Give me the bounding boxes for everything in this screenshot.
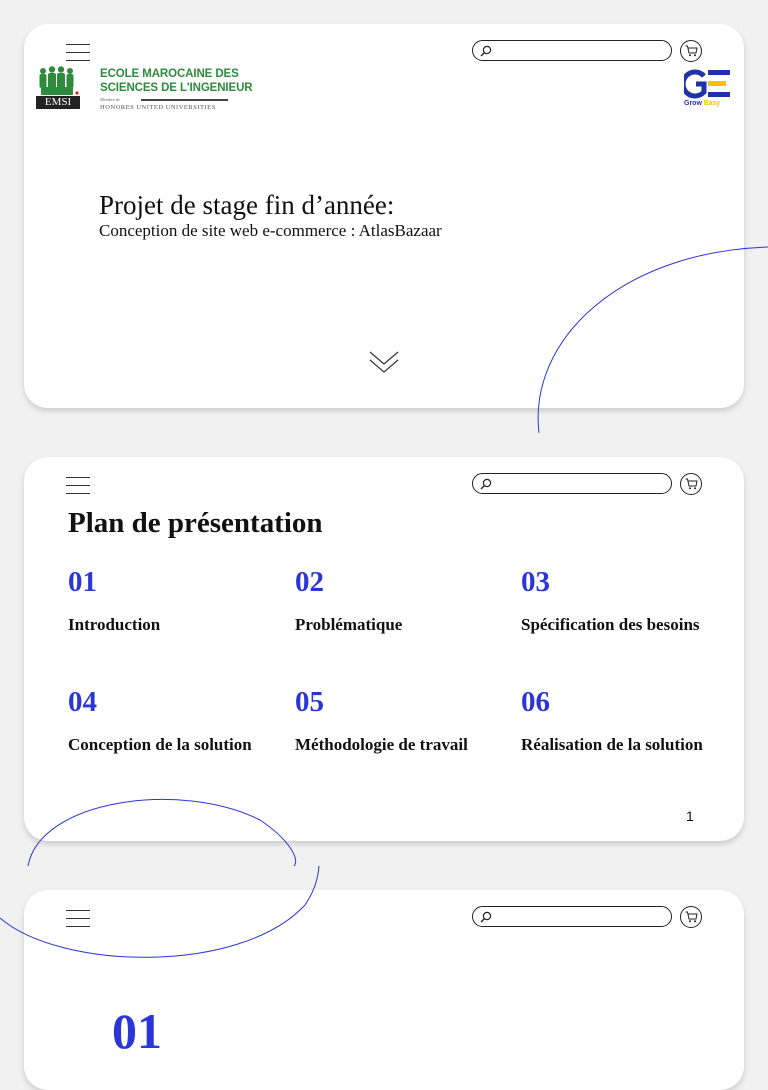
search-icon	[479, 477, 493, 491]
cart-icon	[685, 478, 698, 490]
search-input[interactable]	[472, 40, 672, 61]
plan-number: 03	[521, 566, 550, 598]
page-number: 1	[686, 808, 694, 824]
emsi-name-line1: ECOLE MAROCAINE DES	[100, 68, 239, 80]
cart-button[interactable]	[680, 40, 702, 62]
search-icon	[479, 910, 493, 924]
plan-item	[68, 685, 258, 756]
hamburger-icon[interactable]	[66, 44, 90, 61]
plan-item	[68, 565, 258, 636]
emsi-logo	[36, 66, 253, 116]
plan-item	[295, 685, 485, 756]
search-input[interactable]	[472, 906, 672, 927]
grow-easy-logo	[684, 68, 734, 110]
emsi-membre: Membre de	[100, 97, 121, 102]
plan-number: 02	[295, 566, 324, 598]
plan-label: Spécification des besoins	[521, 615, 700, 634]
plan-number: 01	[68, 566, 97, 598]
plan-label: Problématique	[295, 615, 403, 634]
cart-button[interactable]	[680, 906, 702, 928]
emsi-name-line2: SCIENCES DE L'INGENIEUR	[100, 82, 253, 94]
slide-plan	[24, 457, 744, 841]
plan-item	[295, 565, 485, 636]
plan-item	[521, 565, 711, 636]
slide-section	[24, 890, 744, 1090]
hamburger-icon[interactable]	[66, 910, 90, 927]
ge-mark	[684, 68, 732, 100]
slide-title-text: Projet de stage fin d’année:	[99, 190, 395, 220]
plan-title: Plan de présentation	[68, 507, 323, 539]
emsi-honores: HONORES UNITED UNIVERSITIES	[100, 104, 216, 111]
plan-label: Introduction	[68, 615, 161, 634]
hamburger-icon[interactable]	[66, 477, 90, 494]
cart-icon	[685, 911, 698, 923]
plan-label: Méthodologie de travail	[295, 735, 468, 754]
emsi-divider	[141, 99, 228, 101]
cart-icon	[685, 45, 698, 57]
grow-easy-wordmark: Grow Easy	[684, 100, 721, 107]
search-input[interactable]	[472, 473, 672, 494]
double-chevron-down-icon[interactable]	[368, 350, 400, 376]
slide-title	[24, 24, 744, 408]
plan-item	[521, 685, 711, 756]
section-number: 01	[112, 1003, 162, 1059]
cart-button[interactable]	[680, 473, 702, 495]
plan-label: Conception de la solution	[68, 735, 252, 754]
search-icon	[479, 44, 493, 58]
emsi-tag: EMSI	[36, 96, 80, 109]
plan-number: 06	[521, 686, 550, 718]
plan-label: Réalisation de la solution	[521, 735, 703, 754]
emsi-people-emblem	[36, 66, 80, 98]
plan-number: 05	[295, 686, 324, 718]
slide-subtitle-text: Conception de site web e-commerce : AtlasBazaar	[99, 221, 442, 240]
plan-number: 04	[68, 686, 97, 718]
